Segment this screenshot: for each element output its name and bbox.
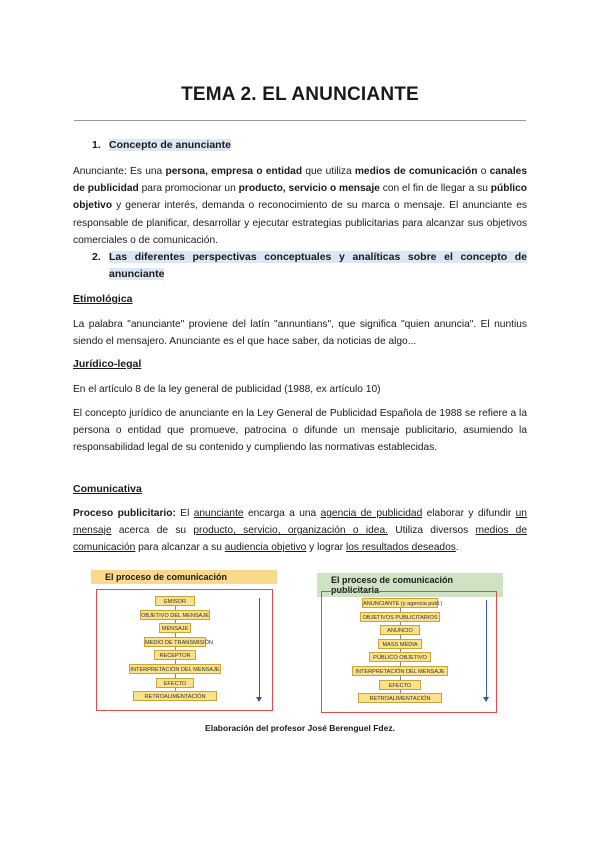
text: encarga a una [243,508,321,519]
text: y lograr [306,542,346,554]
paragraph-comunicativa [73,505,527,557]
underlined-text: medios de comunicación [73,525,528,554]
underlined-text: anunciante [193,508,244,519]
flow-step: OBJETIVO DEL MENSAJE [140,610,210,620]
text: que utiliza [302,166,355,177]
flow-step: ANUNCIANTE (y agencia publ.) [362,598,438,608]
section-2-number: 2. [92,251,101,263]
flow-step: MASS MEDIA [378,639,422,649]
text: elaborar y difundir [422,508,516,519]
subheading-juridico: Jurídico-legal [73,358,142,370]
flow-step: RETROALIMENTACIÓN [133,691,217,701]
text: para alcanzar a su [135,542,225,554]
section-1-label: Concepto de anunciante [109,139,231,151]
bold-text: público objetivo [73,183,528,212]
text: Utiliza diversos [387,525,476,537]
flow-step: RETROALIMENTACIÓN [358,693,442,703]
paragraph-juridico-2: El concepto jurídico de anunciante en la Ley General de Publicidad Española de 1988 se refiere a la persona o entidad que promueve, patrocina o difunde un mensaje publicitario, asumiendo la responsabilidad legal de su contenido y cumpliendo las normativas establecidas. [73,408,527,454]
text: para promocionar un [138,183,239,195]
bold-text: producto, servicio o mensaje [238,183,380,195]
flow-step: EFECTO [379,680,421,690]
section-1-heading [92,137,262,154]
bold-text: persona, empresa o entidad [165,166,303,177]
bold-text: canales de publicidad [73,166,528,195]
diagram-right-title: El proceso de comunicación publicitaria [317,573,503,597]
diagram-left-frame [96,589,273,711]
diagram-left-title: El proceso de comunicación [91,570,277,584]
flow-step: MENSAJE [159,623,191,633]
flow-step: INTERPRETACIÓN DEL MENSAJE [352,666,448,676]
section-2-heading [92,249,527,283]
flow-step: RECEPTOR [154,650,196,660]
paragraph-definition [73,163,527,249]
text: El [175,508,194,519]
title-divider [74,120,526,121]
subheading-etimologica: Etimológica [73,293,133,305]
text: o [477,166,490,177]
paragraph-juridico-1: En el artículo 8 de la ley general de publicidad (1988, ex artículo 10) [73,384,381,395]
bold-text: medios de comunicación [354,166,478,177]
diagram-right-arrow [486,600,487,698]
flow-step: INTERPRETACIÓN DEL MENSAJE [129,664,221,674]
bold-text: Proceso publicitario: [73,508,176,519]
flow-step: ANUNCIO [380,625,420,635]
text: . [455,542,459,554]
text: con el fin de llegar a su [379,183,491,195]
underlined-text: agencia de publicidad [320,508,423,519]
underlined-text: un mensaje [73,508,527,537]
text: Anunciante: Es una [73,166,166,177]
section-1-number: 1. [92,139,101,151]
flow-step: EMISOR [155,596,195,606]
flow-step: PÚBLICO OBJETIVO [369,652,431,662]
page-title: TEMA 2. EL ANUNCIANTE [181,84,419,105]
flow-step: OBJETIVOS PUBLICITARIOS [360,612,440,622]
paragraph-etimologica: La palabra "anunciante" proviene del latín "annuntians", que significa "quien anuncia". El nuntius siendo el mensajero. Anunciante es el que hace saber, da noticias de algo... [73,319,527,348]
figure-caption: Elaboración del profesor José Berenguel Fdez. [205,723,395,733]
diagram-left-arrow [259,598,260,698]
flow-step: MEDIO DE TRANSMISIÓN [144,637,206,647]
text: y generar interés, demanda o reconocimiento de su marca o mensaje. El anunciante es responsable de planificar, desarrollar y ejecutar estrategias publicitarias para alcanzar sus objetivos comerciales o de comunicación. [73,200,527,246]
subheading-comunicativa: Comunicativa [73,483,142,495]
section-2-label: Las diferentes perspectivas conceptuales y analíticas sobre el concepto de anunciante [109,251,527,280]
underlined-text: producto, servicio, organización o idea. [193,525,388,537]
text: acerca de su [111,525,194,537]
underlined-text: los resultados deseados [345,542,456,554]
flow-step: EFECTO [156,678,194,688]
underlined-text: audiencia objetivo [224,542,307,554]
diagram-right-frame [321,591,497,713]
